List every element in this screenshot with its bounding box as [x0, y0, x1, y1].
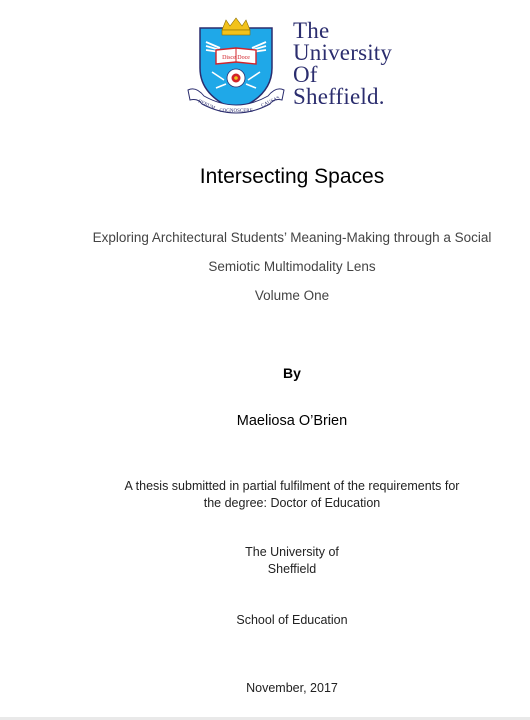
university-logo — [186, 16, 406, 116]
wordmark-line: University — [293, 40, 393, 65]
subtitle-line-1: Exploring Architectural Students’ Meaning-Making through a Social — [92, 230, 492, 245]
wordmark-line: Of — [293, 62, 318, 87]
thesis-title: Intersecting Spaces — [199, 165, 385, 188]
volume-label: Volume One — [254, 288, 330, 303]
subtitle-line-2: Semiotic Multimodality Lens — [208, 259, 376, 274]
scroll-motto-left: RERUM — [197, 99, 216, 112]
scroll-motto-center: COGNOSCERE — [219, 109, 253, 114]
statement-line-2: the degree: Doctor of Education — [203, 496, 381, 510]
school-name: School of Education — [236, 613, 348, 627]
scroll-motto-right: CAUSAS — [260, 95, 281, 109]
crest-text-overlay — [186, 16, 286, 116]
book-motto-text: Disce Doce — [222, 55, 250, 61]
institution-name — [0, 544, 530, 578]
statement-line-1: A thesis submitted in partial fulfilment of the requirements for — [124, 479, 460, 493]
wordmark-line: Sheffield. — [293, 84, 385, 109]
institution-line-2: Sheffield — [267, 562, 317, 576]
institution-line-1: The University of — [245, 545, 339, 559]
by-label: By — [283, 365, 301, 381]
university-wordmark — [293, 20, 392, 108]
submission-date: November, 2017 — [246, 681, 338, 695]
degree-statement — [0, 478, 530, 512]
author-name: Maeliosa O’Brien — [236, 413, 348, 429]
wordmark-line: The — [293, 18, 330, 43]
